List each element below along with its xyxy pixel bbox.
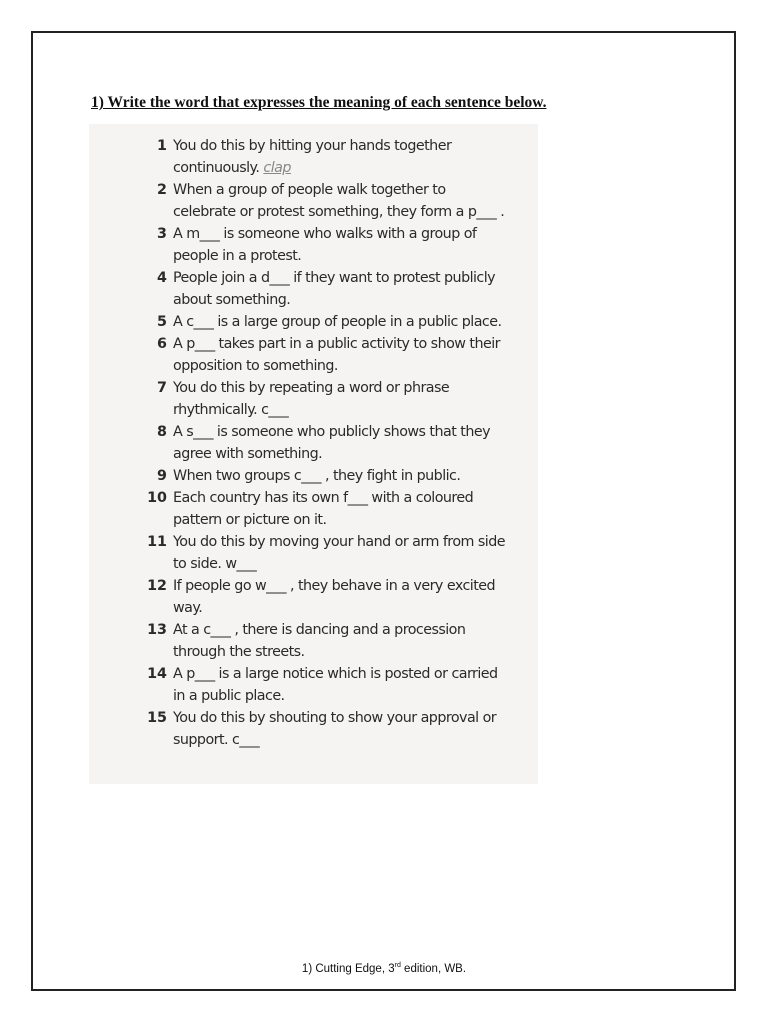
- item-text: [173, 267, 540, 311]
- item-sentence: You do this by hitting your hands together continuously.: [173, 138, 452, 176]
- item-text: [173, 663, 540, 707]
- item-sentence: You do this by shouting to show your approval or support. c___: [173, 710, 497, 748]
- item-number: 15: [147, 710, 167, 726]
- item-text: [173, 311, 540, 333]
- exercise-item-10: [145, 487, 540, 531]
- example-answer: clap: [263, 160, 291, 176]
- footnote-superscript: rd: [394, 962, 401, 969]
- item-text: [173, 135, 540, 179]
- item-sentence: A m___ is someone who walks with a group of people in a protest.: [173, 226, 477, 264]
- item-sentence: You do this by moving your hand or arm from side to side. w___: [173, 534, 505, 572]
- item-number: 9: [157, 468, 167, 484]
- item-sentence: A p___ takes part in a public activity to show their opposition to something.: [173, 336, 500, 374]
- exercise-item-13: [145, 619, 540, 663]
- exercise-item-11: [145, 531, 540, 575]
- item-number: 1: [157, 138, 167, 154]
- item-text: [173, 179, 540, 223]
- item-text: [173, 575, 540, 619]
- item-text: [173, 465, 540, 487]
- exercise-item-3: [145, 223, 540, 267]
- item-text: [173, 487, 540, 531]
- exercise-heading: 1) Write the word that expresses the meaning of each sentence below.: [91, 94, 547, 111]
- exercise-item-15: [145, 707, 540, 751]
- item-sentence: When a group of people walk together to celebrate or protest something, they form a p___ .: [173, 182, 505, 220]
- item-number: 11: [147, 534, 167, 550]
- exercise-item-5: [145, 311, 540, 333]
- exercise-item-1: [145, 135, 540, 179]
- exercise-item-9: [145, 465, 540, 487]
- item-number: 10: [147, 490, 167, 506]
- item-text: [173, 377, 540, 421]
- item-sentence: You do this by repeating a word or phrase rhythmically. c___: [173, 380, 450, 418]
- item-sentence: A p___ is a large notice which is posted or carried in a public place.: [173, 666, 498, 704]
- item-text: [173, 619, 540, 663]
- footnote-source: 1) Cutting Edge, 3: [301, 962, 395, 975]
- item-sentence: If people go w___ , they behave in a very excited way.: [173, 578, 496, 616]
- item-text: [173, 333, 540, 377]
- exercise-item-14: [145, 663, 540, 707]
- exercise-list: [145, 135, 540, 751]
- item-number: 5: [157, 314, 167, 330]
- item-text: [173, 421, 540, 465]
- item-text: [173, 707, 540, 751]
- item-number: 12: [147, 578, 167, 594]
- exercise-item-7: [145, 377, 540, 421]
- footnote: [0, 962, 768, 975]
- item-number: 14: [147, 666, 167, 682]
- item-number: 4: [157, 270, 167, 286]
- item-sentence: A s___ is someone who publicly shows that they agree with something.: [173, 424, 490, 462]
- item-text: [173, 531, 540, 575]
- item-sentence: When two groups c___ , they fight in public.: [173, 468, 461, 484]
- exercise-item-8: [145, 421, 540, 465]
- item-number: 6: [157, 336, 167, 352]
- exercise-item-2: [145, 179, 540, 223]
- exercise-item-12: [145, 575, 540, 619]
- item-number: 3: [157, 226, 167, 242]
- item-sentence: People join a d___ if they want to protest publicly about something.: [173, 270, 496, 308]
- item-sentence: At a c___ , there is dancing and a procession through the streets.: [173, 622, 466, 660]
- exercise-item-6: [145, 333, 540, 377]
- item-number: 2: [157, 182, 167, 198]
- item-text: [173, 223, 540, 267]
- item-number: 8: [157, 424, 167, 440]
- exercise-item-4: [145, 267, 540, 311]
- item-number: 13: [147, 622, 167, 638]
- item-number: 7: [157, 380, 167, 396]
- item-sentence: A c___ is a large group of people in a public place.: [173, 314, 502, 330]
- footnote-edition: edition, WB.: [400, 962, 467, 975]
- item-sentence: Each country has its own f___ with a coloured pattern or picture on it.: [173, 490, 474, 528]
